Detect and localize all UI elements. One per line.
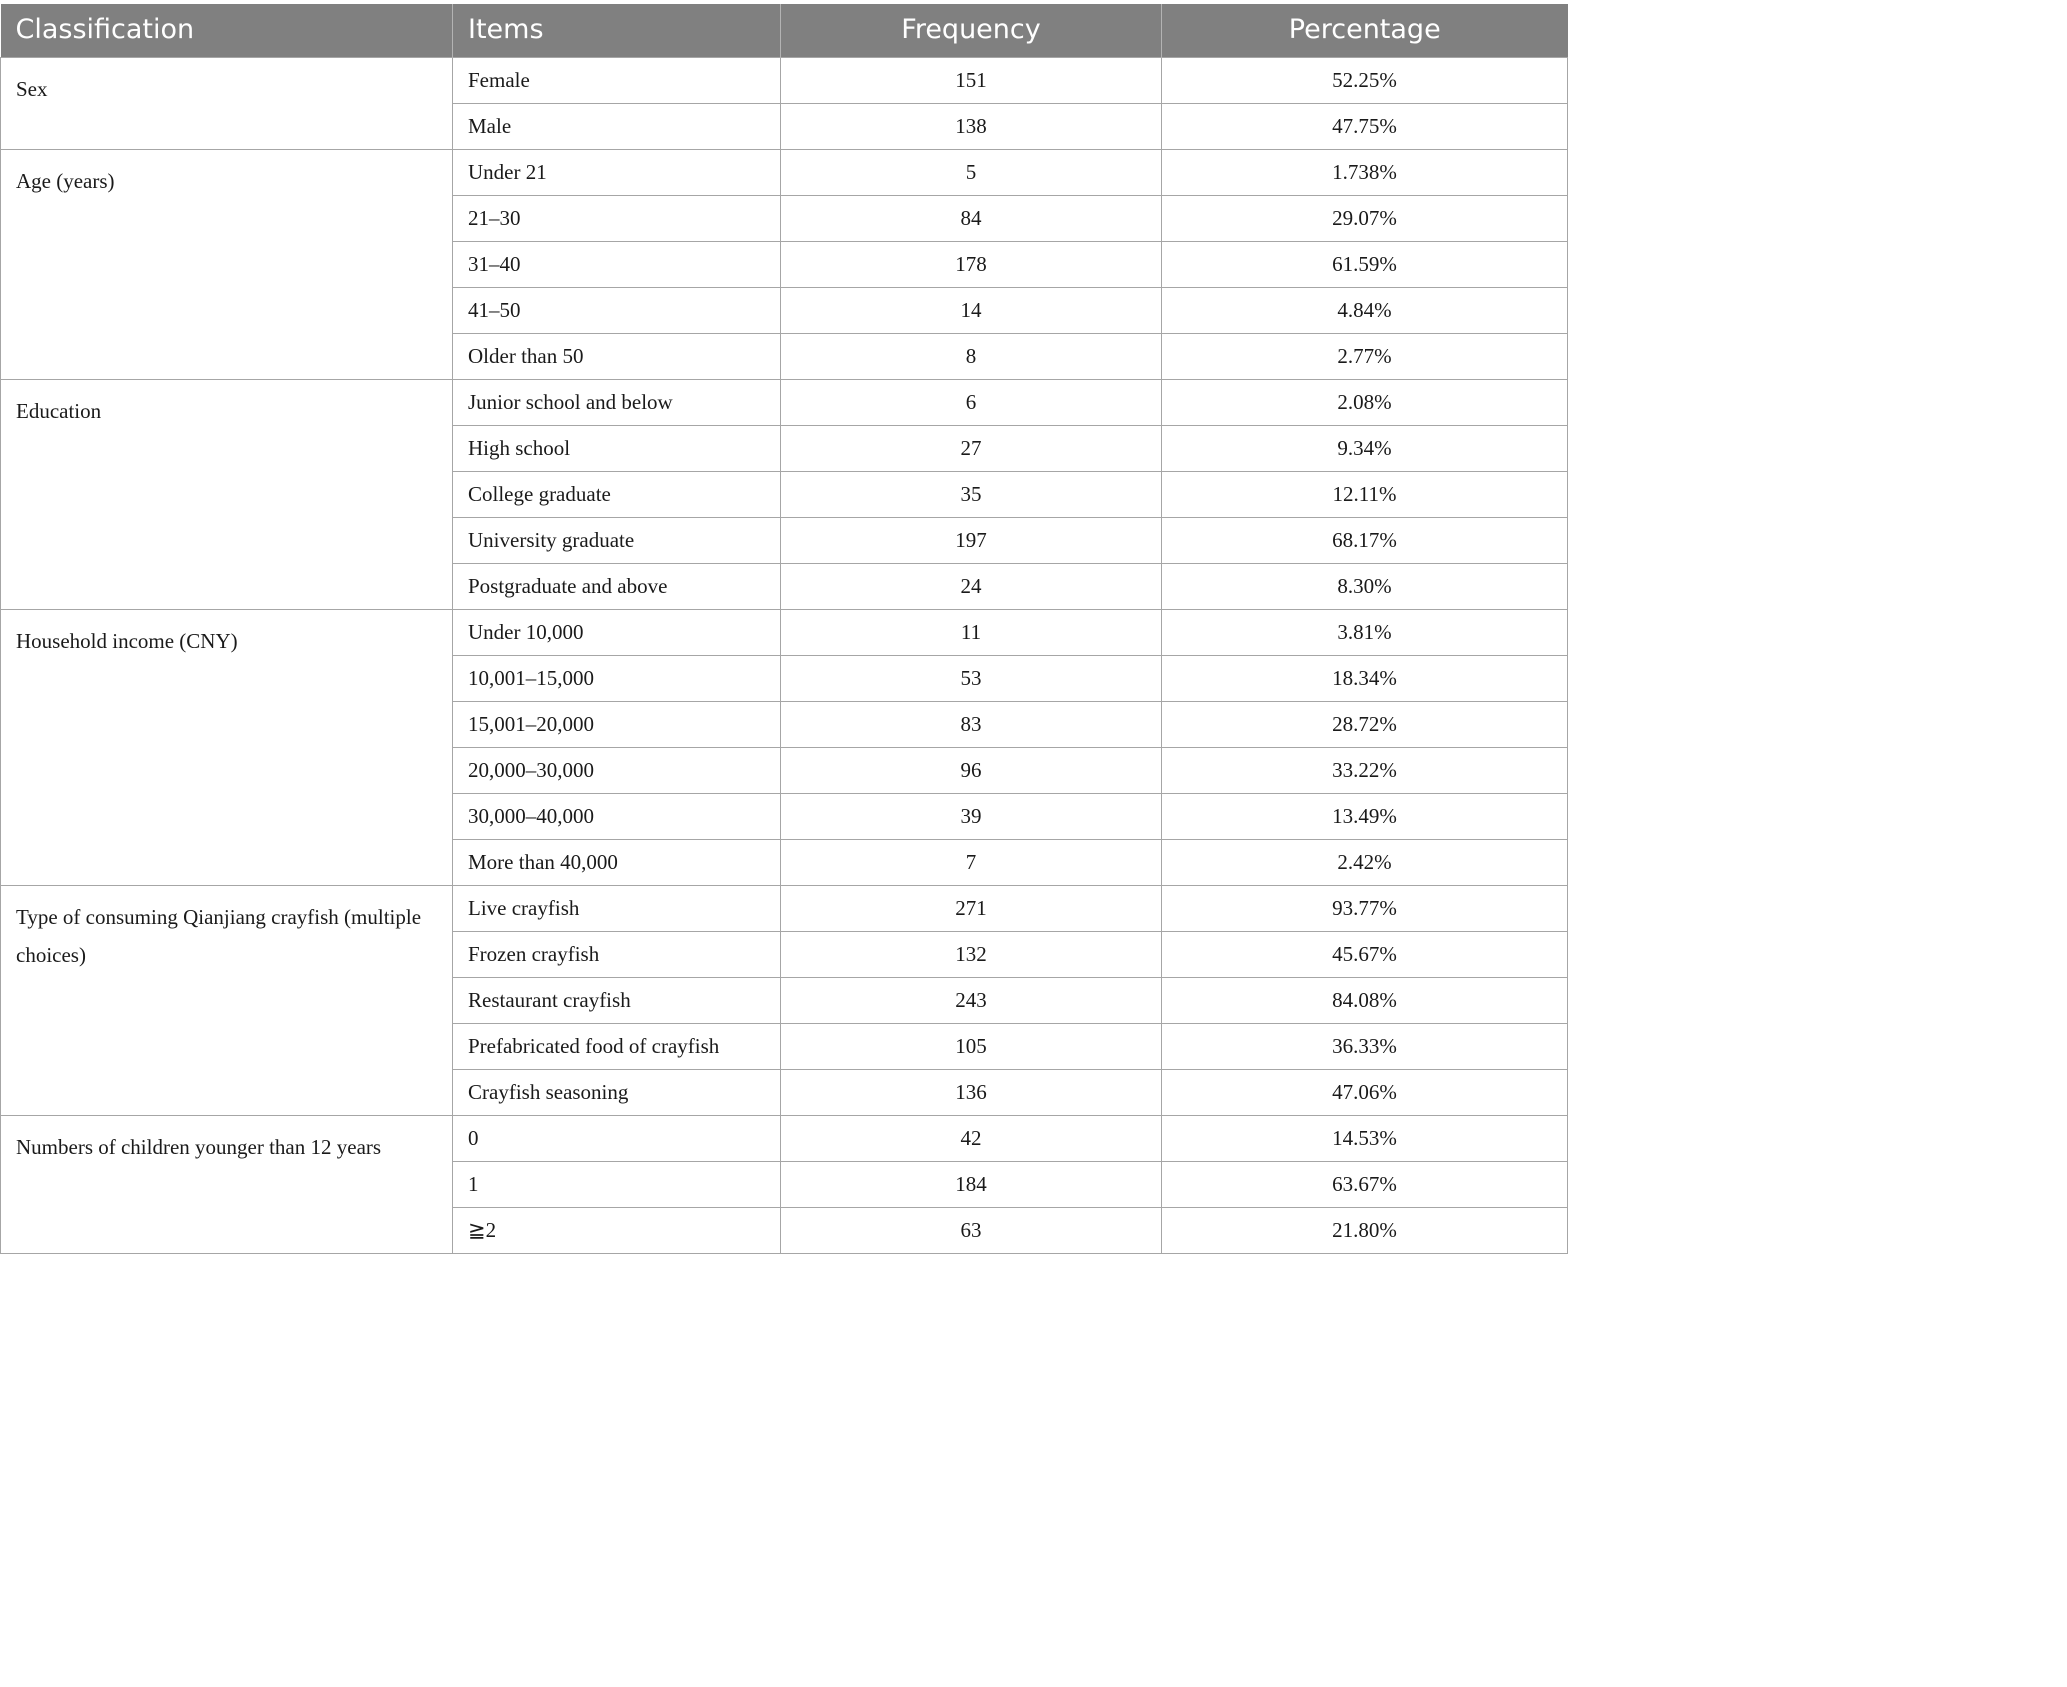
item-cell: Postgraduate and above xyxy=(453,564,781,610)
table-row xyxy=(1,886,1568,932)
item-cell: 1 xyxy=(453,1162,781,1208)
frequency-cell: 136 xyxy=(781,1070,1162,1116)
percentage-cell: 47.75% xyxy=(1162,104,1568,150)
item-cell: ≧2 xyxy=(453,1208,781,1254)
item-cell: High school xyxy=(453,426,781,472)
frequency-cell: 39 xyxy=(781,794,1162,840)
frequency-cell: 138 xyxy=(781,104,1162,150)
frequency-cell: 11 xyxy=(781,610,1162,656)
frequency-cell: 243 xyxy=(781,978,1162,1024)
percentage-cell: 2.08% xyxy=(1162,380,1568,426)
table-row xyxy=(1,150,1568,196)
item-cell: 31–40 xyxy=(453,242,781,288)
table-body xyxy=(1,58,1568,1254)
frequency-cell: 132 xyxy=(781,932,1162,978)
item-cell: 41–50 xyxy=(453,288,781,334)
classification-cell: Numbers of children younger than 12 years xyxy=(1,1116,453,1254)
percentage-cell: 4.84% xyxy=(1162,288,1568,334)
classification-cell: Household income (CNY) xyxy=(1,610,453,886)
percentage-cell: 93.77% xyxy=(1162,886,1568,932)
frequency-cell: 84 xyxy=(781,196,1162,242)
item-cell: Male xyxy=(453,104,781,150)
percentage-cell: 9.34% xyxy=(1162,426,1568,472)
percentage-cell: 3.81% xyxy=(1162,610,1568,656)
frequency-cell: 6 xyxy=(781,380,1162,426)
item-cell: University graduate xyxy=(453,518,781,564)
percentage-cell: 2.77% xyxy=(1162,334,1568,380)
frequency-cell: 83 xyxy=(781,702,1162,748)
item-cell: Junior school and below xyxy=(453,380,781,426)
item-cell: 15,001–20,000 xyxy=(453,702,781,748)
percentage-cell: 2.42% xyxy=(1162,840,1568,886)
item-cell: Older than 50 xyxy=(453,334,781,380)
classification-cell: Type of consuming Qianjiang crayfish (multiple choices) xyxy=(1,886,453,1116)
item-cell: 0 xyxy=(453,1116,781,1162)
percentage-cell: 47.06% xyxy=(1162,1070,1568,1116)
header-classification: Classification xyxy=(1,4,453,58)
table-row xyxy=(1,1116,1568,1162)
item-cell: 21–30 xyxy=(453,196,781,242)
frequency-cell: 5 xyxy=(781,150,1162,196)
percentage-cell: 12.11% xyxy=(1162,472,1568,518)
header-row xyxy=(1,4,1568,58)
percentage-cell: 33.22% xyxy=(1162,748,1568,794)
frequency-cell: 271 xyxy=(781,886,1162,932)
header-percentage: Percentage xyxy=(1162,4,1568,58)
frequency-cell: 151 xyxy=(781,58,1162,104)
frequency-cell: 178 xyxy=(781,242,1162,288)
frequency-cell: 53 xyxy=(781,656,1162,702)
header-items: Items xyxy=(453,4,781,58)
item-cell: More than 40,000 xyxy=(453,840,781,886)
percentage-cell: 52.25% xyxy=(1162,58,1568,104)
frequency-cell: 27 xyxy=(781,426,1162,472)
table-row xyxy=(1,610,1568,656)
item-cell: Restaurant crayfish xyxy=(453,978,781,1024)
item-cell: Frozen crayfish xyxy=(453,932,781,978)
item-cell: 10,001–15,000 xyxy=(453,656,781,702)
item-cell: Live crayfish xyxy=(453,886,781,932)
classification-cell: Sex xyxy=(1,58,453,150)
frequency-cell: 63 xyxy=(781,1208,1162,1254)
percentage-cell: 14.53% xyxy=(1162,1116,1568,1162)
table-row xyxy=(1,380,1568,426)
frequency-cell: 7 xyxy=(781,840,1162,886)
percentage-cell: 13.49% xyxy=(1162,794,1568,840)
percentage-cell: 84.08% xyxy=(1162,978,1568,1024)
percentage-cell: 36.33% xyxy=(1162,1024,1568,1070)
item-cell: Under 21 xyxy=(453,150,781,196)
frequency-cell: 24 xyxy=(781,564,1162,610)
percentage-cell: 45.67% xyxy=(1162,932,1568,978)
percentage-cell: 29.07% xyxy=(1162,196,1568,242)
frequency-cell: 14 xyxy=(781,288,1162,334)
frequency-cell: 197 xyxy=(781,518,1162,564)
frequency-cell: 35 xyxy=(781,472,1162,518)
percentage-cell: 68.17% xyxy=(1162,518,1568,564)
frequency-cell: 105 xyxy=(781,1024,1162,1070)
percentage-cell: 8.30% xyxy=(1162,564,1568,610)
frequency-cell: 42 xyxy=(781,1116,1162,1162)
percentage-cell: 1.738% xyxy=(1162,150,1568,196)
table-row xyxy=(1,58,1568,104)
item-cell: Prefabricated food of crayfish xyxy=(453,1024,781,1070)
frequency-cell: 184 xyxy=(781,1162,1162,1208)
frequency-cell: 96 xyxy=(781,748,1162,794)
frequency-cell: 8 xyxy=(781,334,1162,380)
item-cell: College graduate xyxy=(453,472,781,518)
item-cell: Under 10,000 xyxy=(453,610,781,656)
item-cell: Female xyxy=(453,58,781,104)
item-cell: Crayfish seasoning xyxy=(453,1070,781,1116)
demographics-table xyxy=(0,4,1568,1254)
percentage-cell: 18.34% xyxy=(1162,656,1568,702)
classification-cell: Age (years) xyxy=(1,150,453,380)
percentage-cell: 63.67% xyxy=(1162,1162,1568,1208)
item-cell: 30,000–40,000 xyxy=(453,794,781,840)
percentage-cell: 61.59% xyxy=(1162,242,1568,288)
percentage-cell: 21.80% xyxy=(1162,1208,1568,1254)
header-frequency: Frequency xyxy=(781,4,1162,58)
percentage-cell: 28.72% xyxy=(1162,702,1568,748)
classification-cell: Education xyxy=(1,380,453,610)
table-header xyxy=(1,4,1568,58)
item-cell: 20,000–30,000 xyxy=(453,748,781,794)
